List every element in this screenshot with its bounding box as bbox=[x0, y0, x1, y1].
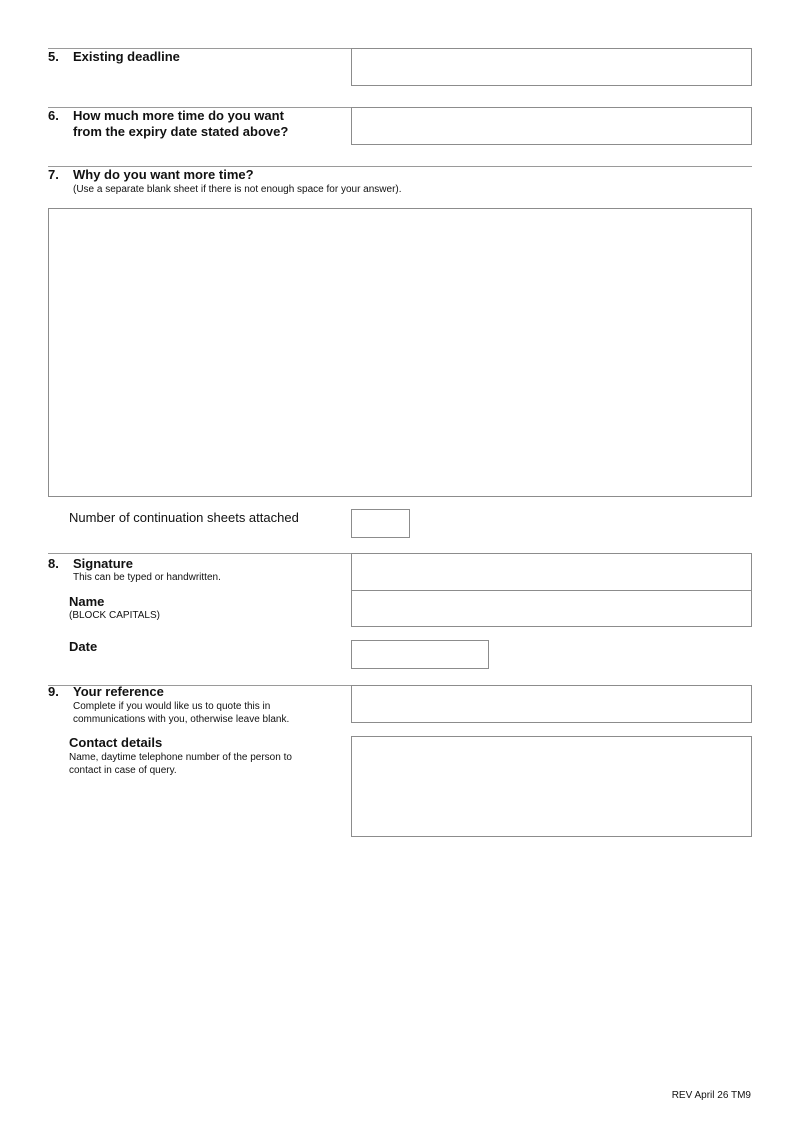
section-8-rule bbox=[48, 553, 351, 554]
continuation-sheets-label: Number of continuation sheets attached bbox=[69, 510, 299, 525]
section-7-hint: (Use a separate blank sheet if there is not enough space for your answer). bbox=[73, 184, 402, 195]
name-hint: (BLOCK CAPITALS) bbox=[69, 610, 160, 621]
continuation-sheets-field[interactable] bbox=[351, 509, 410, 538]
section-6-title-line2: from the expiry date stated above? bbox=[73, 124, 289, 139]
section-9-number: 9. bbox=[48, 684, 59, 699]
section-8-number: 8. bbox=[48, 556, 59, 571]
section-8-hint: This can be typed or handwritten. bbox=[73, 572, 221, 583]
section-9-hint-line2: communications with you, otherwise leave blank. bbox=[73, 714, 290, 725]
date-field[interactable] bbox=[351, 640, 489, 669]
section-9-hint-line1: Complete if you would like us to quote this in bbox=[73, 701, 271, 712]
more-time-field[interactable] bbox=[351, 107, 752, 145]
contact-details-label: Contact details bbox=[69, 735, 163, 750]
signature-field[interactable] bbox=[351, 553, 752, 591]
your-reference-field[interactable] bbox=[351, 685, 752, 723]
date-label: Date bbox=[69, 639, 98, 654]
section-5-title: Existing deadline bbox=[73, 49, 180, 64]
section-5-number: 5. bbox=[48, 49, 59, 64]
section-6-number: 6. bbox=[48, 108, 59, 123]
name-label: Name bbox=[69, 594, 105, 609]
name-field[interactable] bbox=[351, 590, 752, 627]
contact-details-hint-line2: contact in case of query. bbox=[69, 765, 177, 776]
section-7-title: Why do you want more time? bbox=[73, 167, 254, 182]
contact-details-field[interactable] bbox=[351, 736, 752, 837]
section-9-title: Your reference bbox=[73, 684, 164, 699]
reason-textarea[interactable] bbox=[48, 208, 752, 497]
section-8-title: Signature bbox=[73, 556, 133, 571]
section-7-number: 7. bbox=[48, 167, 59, 182]
form-revision-footer: REV April 26 TM9 bbox=[671, 1090, 751, 1101]
existing-deadline-field[interactable] bbox=[351, 48, 752, 86]
section-6-title-line1: How much more time do you want bbox=[73, 108, 284, 123]
contact-details-hint-line1: Name, daytime telephone number of the person to bbox=[69, 752, 292, 763]
